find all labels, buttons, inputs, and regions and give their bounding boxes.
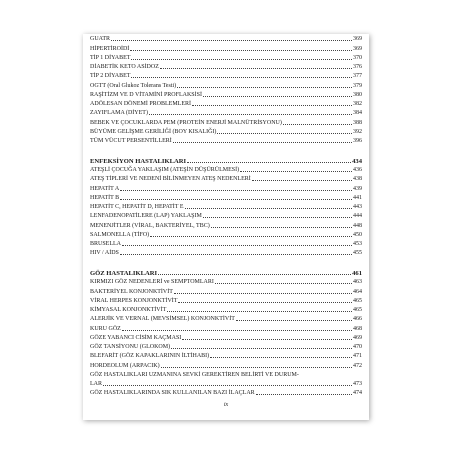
page-number: 369 [353,45,362,52]
dot-leader [158,274,351,275]
dot-leader [149,114,352,115]
page-number: 382 [353,101,362,107]
dot-leader [111,40,352,41]
toc-entry[interactable]: ATEŞLİ ÇOCUĞA YAKLAŞIM (ATEŞİN DÜŞÜRÜLMESİ) 436 [90,167,362,173]
dot-leader [203,217,352,218]
dot-leader [252,180,352,181]
page-number: 465 [353,307,362,313]
toc-entry[interactable]: BRUSELLA 453 [90,241,362,247]
dot-leader [103,385,352,386]
toc-entry[interactable]: GUATR 369 [90,36,362,43]
page-number: 461 [352,270,362,277]
dot-leader [120,199,352,200]
dot-leader [211,227,352,228]
dot-leader [178,302,352,303]
dot-leader [210,357,352,358]
toc-entry[interactable]: HIV / AİDS 455 [90,250,362,257]
toc-entry[interactable]: MENENJİTLER (VİRAL, BAKTERİYEL, TBC) 448 [90,222,362,229]
toc-entry[interactable]: HİPERTİROİDİ 369 [90,45,362,52]
section-gap [90,145,362,156]
page-number: 474 [353,390,362,397]
dot-leader [240,171,352,172]
page-number: 434 [352,157,362,165]
toc-entry[interactable]: OGTT (Oral Glukoz Tolerans Testi) 379 [90,82,362,89]
toc-entry[interactable]: TİP 1 DİYABET 370 [90,54,362,61]
dot-leader [160,68,352,69]
page-number: 471 [353,353,362,360]
toc-entry[interactable]: BEBEK VE ÇOCUKLARDA PEM (PROTEİN ENERJİ MALNÜTRİSYONU) 388 [90,119,362,126]
toc-entry[interactable]: BLEFARİT (GÖZ KAPAKLARININ İLTİHABI) 471 [90,353,362,360]
page-number: 463 [353,279,362,286]
toc-entry[interactable]: RAŞİTİZM VE D VİTAMİNİ PROFLAKSİSİ 380 [90,91,362,98]
page-number: 439 [353,185,362,192]
page-number: 369 [353,36,362,43]
page-number: 444 [353,213,362,220]
toc-entry[interactable]: ZAYIFLAMA (DİYET) 384 [90,110,362,117]
page-number: 464 [353,288,362,295]
page-number: 384 [353,110,362,117]
dot-leader [131,59,352,60]
toc-entry[interactable]: LENFADENOPATİLERE (LAP) YAKLAŞIM 444 [90,213,362,220]
page-number: 396 [353,138,362,144]
toc-entry[interactable]: GÖZ HASTALIKLARINDA SIK KULLANILAN BAZI İLAÇLAR 474 [90,390,362,397]
toc-entry[interactable]: VİRAL HERPES KONJONKTİVİT 465 [90,297,362,304]
toc-entry[interactable]: KİMYASAL KONJONKTİVİT 465 [90,307,362,313]
dot-leader [120,190,352,191]
dot-leader [122,245,352,246]
toc-entry[interactable]: ATEŞ TİPLERİ VE NEDENİ BİLİNMEYEN ATEŞ NEDENLERİ 438 [90,176,362,183]
dot-leader [177,87,352,88]
toc-entry[interactable]: KIRMIZI GÖZ NEDENLERİ ve SEMPTOMLARI 463 [90,279,362,286]
page-number: 438 [353,176,362,183]
toc-entry[interactable]: BÜYÜME GELİŞME GERİLİĞİ (BOY KISALIĞI) 392 [90,128,362,135]
page-number: 379 [353,82,362,89]
toc-entry[interactable]: DİABETİK KETO ASİDOZ 376 [90,64,362,70]
toc-entry[interactable]: HEPATİT C, HEPATİT D, HEPATİT E 443 [90,204,362,210]
toc-entry[interactable]: HEPATİT B 441 [90,194,362,201]
dot-leader [171,348,352,349]
toc-entry[interactable]: TÜM VÜCUT PERSENTİLLERİ 396 [90,138,362,144]
toc-entry[interactable]: SALMONELLA (TİFO) 450 [90,231,362,238]
page-number: 473 [353,381,362,387]
toc-entry[interactable]: GÖZ TANSİYONU (GLOKOM) 470 [90,344,362,350]
toc-entry[interactable]: GÖZE YABANCI CİSİM KAÇMASI 469 [90,334,362,341]
toc-entry[interactable]: BAKTERİYEL KONJONKTİVİT 464 [90,288,362,295]
page-number: 370 [353,54,362,61]
page-number: 453 [353,241,362,247]
dot-leader [187,162,351,163]
book-page [83,34,369,420]
page-number: 380 [353,91,362,98]
dot-leader [192,105,352,106]
dot-leader [283,124,352,125]
toc-entry[interactable]: HEPATİT A 439 [90,185,362,192]
page-number: 455 [353,250,362,257]
dot-leader [120,254,352,255]
toc-entry[interactable]: GÖZ HASTALIKLARI UZMANINA SEVKİ GEREKTİREN BELİRTİ VE DURUM- [90,371,299,378]
dot-leader [203,96,352,97]
page-number: 376 [353,64,362,70]
dot-leader [167,311,352,312]
section-gap [90,257,362,268]
dot-leader [182,339,352,340]
dot-leader [236,320,352,321]
dot-leader [161,367,352,368]
toc-section-heading[interactable]: GÖZ HASTALIKLARI 461 [90,270,362,277]
dot-leader [122,330,352,331]
page-number: 466 [353,316,362,323]
toc-entry[interactable]: ADÖLESAN DÖNEMİ PROBLEMLERİ 382 [90,101,362,107]
page-number: 448 [353,222,362,229]
page-number: 377 [353,73,362,80]
page-number: 436 [353,167,362,173]
page-number: 392 [353,128,362,135]
page-number: 443 [353,204,362,210]
page-footer-number: ix [223,402,229,408]
toc-section-infection [90,156,362,258]
toc-section-eye [90,268,362,398]
toc-section-heading[interactable]: ENFEKSİYON HASTALIKLARI 434 [90,157,362,165]
dot-leader [173,142,352,143]
dot-leader [131,77,352,78]
dot-leader [130,50,352,51]
page-number: 470 [353,344,362,350]
dot-leader [215,283,352,284]
dot-leader [256,394,352,395]
toc-entry[interactable]: LAR 473 [90,381,362,387]
toc-entry[interactable]: ALERJİK VE VERNAL (MEVSİMSEL) KONJONKTİVİT 466 [90,316,362,323]
page-number: 450 [353,231,362,238]
page-number: 388 [353,119,362,126]
toc-entry[interactable]: KURU GÖZ 468 [90,325,362,332]
dot-leader [185,208,352,209]
page-number: 465 [353,297,362,304]
page-number: 441 [353,194,362,201]
toc-section-endocrine [90,34,362,145]
page-number: 468 [353,325,362,332]
dot-leader [217,133,352,134]
dot-leader [174,293,352,294]
toc-entry[interactable]: TİP 2 DİYABET 377 [90,73,362,80]
toc-entry[interactable]: HORDEOLUM (ARPACIK) 472 [90,362,362,369]
table-of-contents [90,34,362,397]
page-number: 469 [353,334,362,341]
page-number: 472 [353,362,362,369]
dot-leader [150,236,352,237]
